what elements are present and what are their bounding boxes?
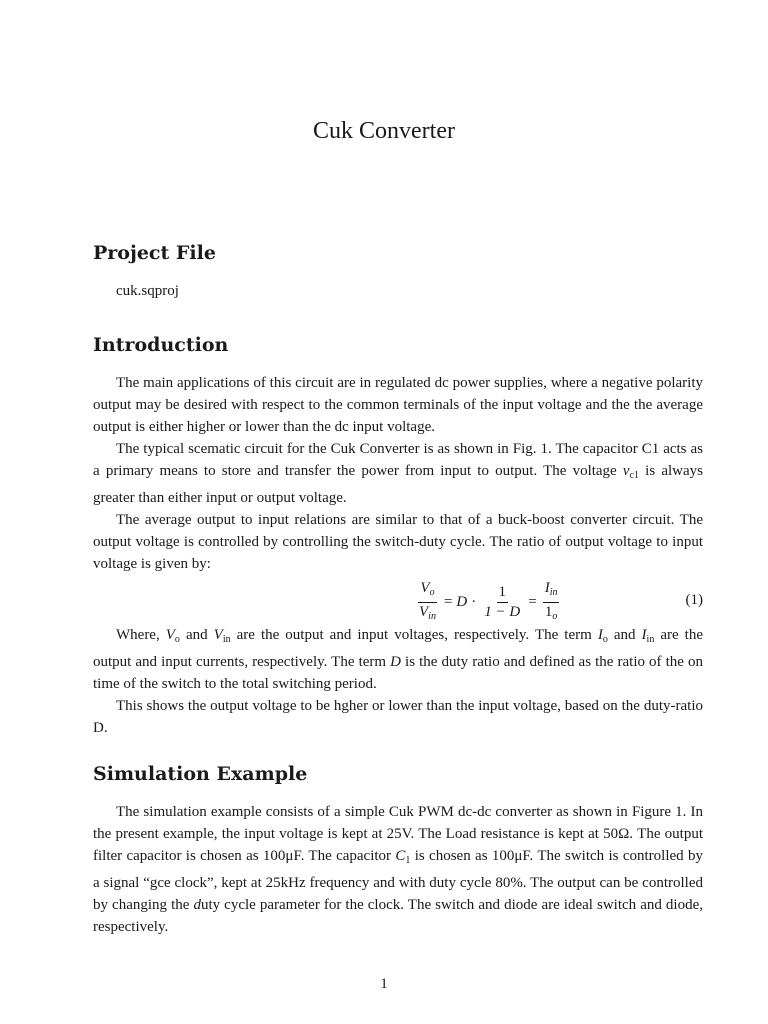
- intro-paragraph-3: The average output to input relations are similar to that of a buck-boost converter circuit. The output voltage is controlled by controlling the switch-duty cycle. The ratio of output voltage to input voltage is given by:: [93, 512, 703, 572]
- section-heading-simulation: Simulation Example: [93, 763, 308, 785]
- intro-paragraph-4: Where, $V_o$ and $V_{in}$ are the output and input voltages, respectively. The term $I_o$ and $I_{in}$ are the output and input currents, respectively. The term D is the duty ratio and defined as the ratio of the on time of the switch to the total switching period.: [93, 627, 704, 692]
- page-number: 1: [380, 976, 388, 992]
- introduction-body-top: [93, 372, 703, 575]
- introduction-body-bottom: [93, 624, 703, 739]
- section-heading-introduction: Introduction: [93, 334, 229, 356]
- simulation-paragraph-1: The simulation example consists of a simple Cuk PWM dc-dc converter as shown in Figure 1. In the present example, the input voltage is kept at 25V. The Load resistance is kept at 50Ω. The output filter capacitor is chosen as 100μF. The capacitor $C_1$ is chosen as 100μF. The switch is controlled by a signal “gce clock”, kept at 25kHz frequency and with duty cycle 80%. The output can be controlled by changing the duty cycle parameter for the clock. The switch and diode are ideal switch and diode, respectively.: [93, 804, 703, 935]
- simulation-body: [93, 801, 703, 938]
- intro-paragraph-5: This shows the output voltage to be hgher or lower than the input voltage, based on the duty-ratio D.: [93, 698, 703, 736]
- equation-expression: $\frac{V_o}{V_{in}}$ = D · $\frac{1}{1 - D}$ = $\frac{I_{in}}{1_o}$: [415, 581, 561, 623]
- equation-number: (1): [685, 592, 703, 608]
- fraction-one-over-one-minus-d: $\frac{1}{1 - D}$: [484, 583, 521, 620]
- equation-1: [93, 581, 703, 625]
- intro-paragraph-1: The main applications of this circuit are in regulated dc power supplies, where a negative polarity output may be desired with respect to the common terminals of the input voltage and the the average output is either higher or lower than the dc input voltage.: [93, 375, 703, 435]
- fraction-iin-io: $\frac{I_{in}}{1_o}$: [544, 579, 558, 622]
- fraction-vo-vin: $\frac{V_o}{V_{in}}$: [419, 579, 436, 622]
- section-heading-project-file: Project File: [93, 242, 216, 264]
- project-filename: cuk.sqproj: [116, 283, 179, 299]
- intro-paragraph-2: The typical scematic circuit for the Cuk Converter is as shown in Fig. 1. The capacitor C1 acts as a primary means to store and transfer the power from input to output. The voltage $v_{c1}$ is always greater than either input or output voltage.: [93, 441, 703, 506]
- document-title: Cuk Converter: [313, 118, 455, 144]
